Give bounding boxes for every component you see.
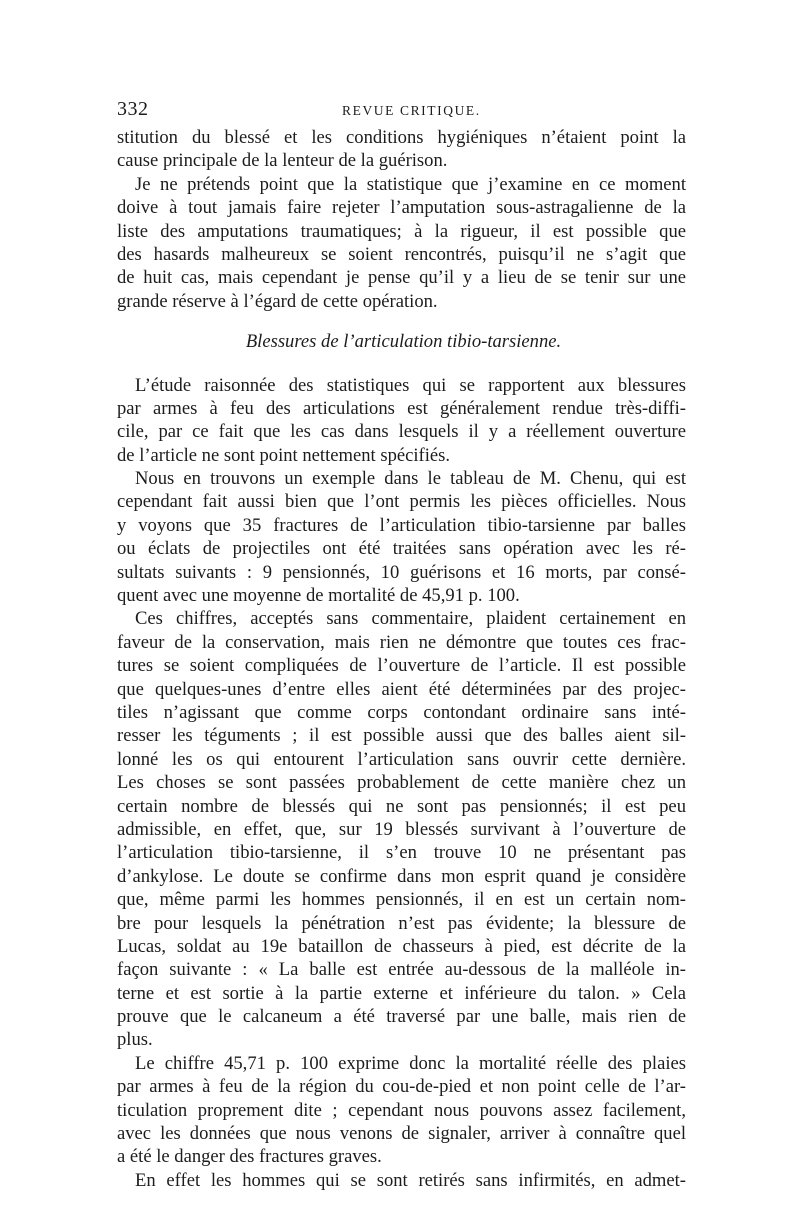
text-line: admissible, en effet, que, sur 19 blessés survivant à l’ouverture de [117,818,686,840]
text-line: d’ankylose. Le doute se confirme dans mon esprit quand je considère [117,865,686,887]
text-line: Nous en trouvons un exemple dans le tableau de M. Chenu, qui est [135,468,686,490]
running-title: REVUE CRITIQUE. [342,103,481,118]
paragraph-5 [117,607,686,1051]
text-line: grande réserve à l’égard de cette opération. [117,290,438,312]
paragraph-1 [117,126,686,173]
text-line: cile, par ce fait que les cas dans lesquels il y a réellement ouverture [117,421,686,443]
text-line: doive à tout jamais faire rejeter l’amputation sous-astragalienne de la [117,197,686,219]
text-line: lonné les os qui entourent l’articulation sans ouvrir cette dernière. [117,748,686,770]
paragraph-7 [117,1169,686,1192]
text-line: cause principale de la lenteur de la guérison. [117,150,448,172]
text-line: terne et est sortie à la partie externe et inférieure du talon. » Cela [117,982,686,1004]
text-line: de l’article ne sont point nettement spécifiés. [117,444,451,466]
text-line: resser les téguments ; il est possible aussi que des balles aient sil- [117,725,686,747]
text-line: faveur de la conservation, mais rien ne démontre que toutes ces frac- [117,631,686,653]
paragraph-4 [117,467,686,607]
paragraph-2 [117,173,686,313]
text-line: tures se soient compliquées de l’ouverture de l’article. Il est possible [117,655,686,677]
section-heading: Blessures de l’articulation tibio-tarsienne. [245,331,562,353]
text-line: tiles n’agissant que comme corps contondant ordinaire sans inté- [117,701,686,723]
text-line: plus. [117,1029,153,1051]
text-line: ou éclats de projectiles ont été traitées sans opération avec les ré- [117,538,686,560]
text-line: Le chiffre 45,71 p. 100 exprime donc la mortalité réelle des plaies [135,1052,686,1074]
text-line: Lucas, soldat au 19e bataillon de chasseurs à pied, est décrite de la [117,935,686,957]
text-line: Les choses se sont passées probablement de cette manière chez un [117,772,686,794]
text-line: quent avec une moyenne de mortalité de 45,91 p. 100. [117,585,520,607]
text-line: y voyons que 35 fractures de l’articulation tibio-tarsienne par balles [117,514,686,536]
book-page [117,96,686,1192]
paragraph-3 [117,374,686,468]
text-line: L’étude raisonnée des statistiques qui se rapportent aux blessures [135,374,686,396]
page-header [117,96,686,126]
page-number: 332 [117,98,149,120]
text-line: cependant fait aussi bien que l’ont permis les pièces officielles. Nous [117,491,686,513]
text-line: liste des amputations traumatiques; à la rigueur, il est possible que [117,220,686,242]
text-line: certain nombre de blessés qui ne sont pas pensionnés; il est peu [117,795,686,817]
text-line: Je ne prétends point que la statistique que j’examine en ce moment [135,173,686,195]
text-line: par armes à feu des articulations est généralement rendue très-diffi- [117,397,686,419]
text-line: de huit cas, mais cependant je pense qu’il y a lieu de se tenir sur une [117,267,686,289]
text-line: que, même parmi les hommes pensionnés, il en est un certain nom- [117,889,686,911]
text-line: façon suivante : « La balle est entrée au-dessous de la malléole in- [117,959,686,981]
text-line: ticulation proprement dite ; cependant nous pouvons assez facilement, [117,1099,686,1121]
text-line: stitution du blessé et les conditions hygiéniques n’étaient point la [117,127,686,148]
text-line: avec les données que nous venons de signaler, arriver à connaître quel [117,1123,686,1145]
paragraph-6 [117,1052,686,1169]
text-line: prouve que le calcaneum a été traversé par une balle, mais rien de [117,1006,686,1028]
text-line: a été le danger des fractures graves. [117,1146,382,1168]
text-line: par armes à feu de la région du cou-de-pied et non point celle de l’ar- [117,1076,686,1098]
text-line: Ces chiffres, acceptés sans commentaire, plaident certainement en [135,608,686,630]
text-line: bre pour lesquels la pénétration n’est pas évidente; la blessure de [117,912,686,934]
text-line: que quelques-unes d’entre elles aient été déterminées par des projec- [117,678,686,700]
text-line: des hasards malheureux se soient rencontrés, puisqu’il ne s’agit que [117,243,686,265]
text-line: l’articulation tibio-tarsienne, il s’en trouve 10 ne présentant pas [117,842,686,864]
text-line: En effet les hommes qui se sont retirés sans infirmités, en admet- [135,1169,686,1191]
text-line: sultats suivants : 9 pensionnés, 10 guérisons et 16 morts, par consé- [117,561,686,583]
